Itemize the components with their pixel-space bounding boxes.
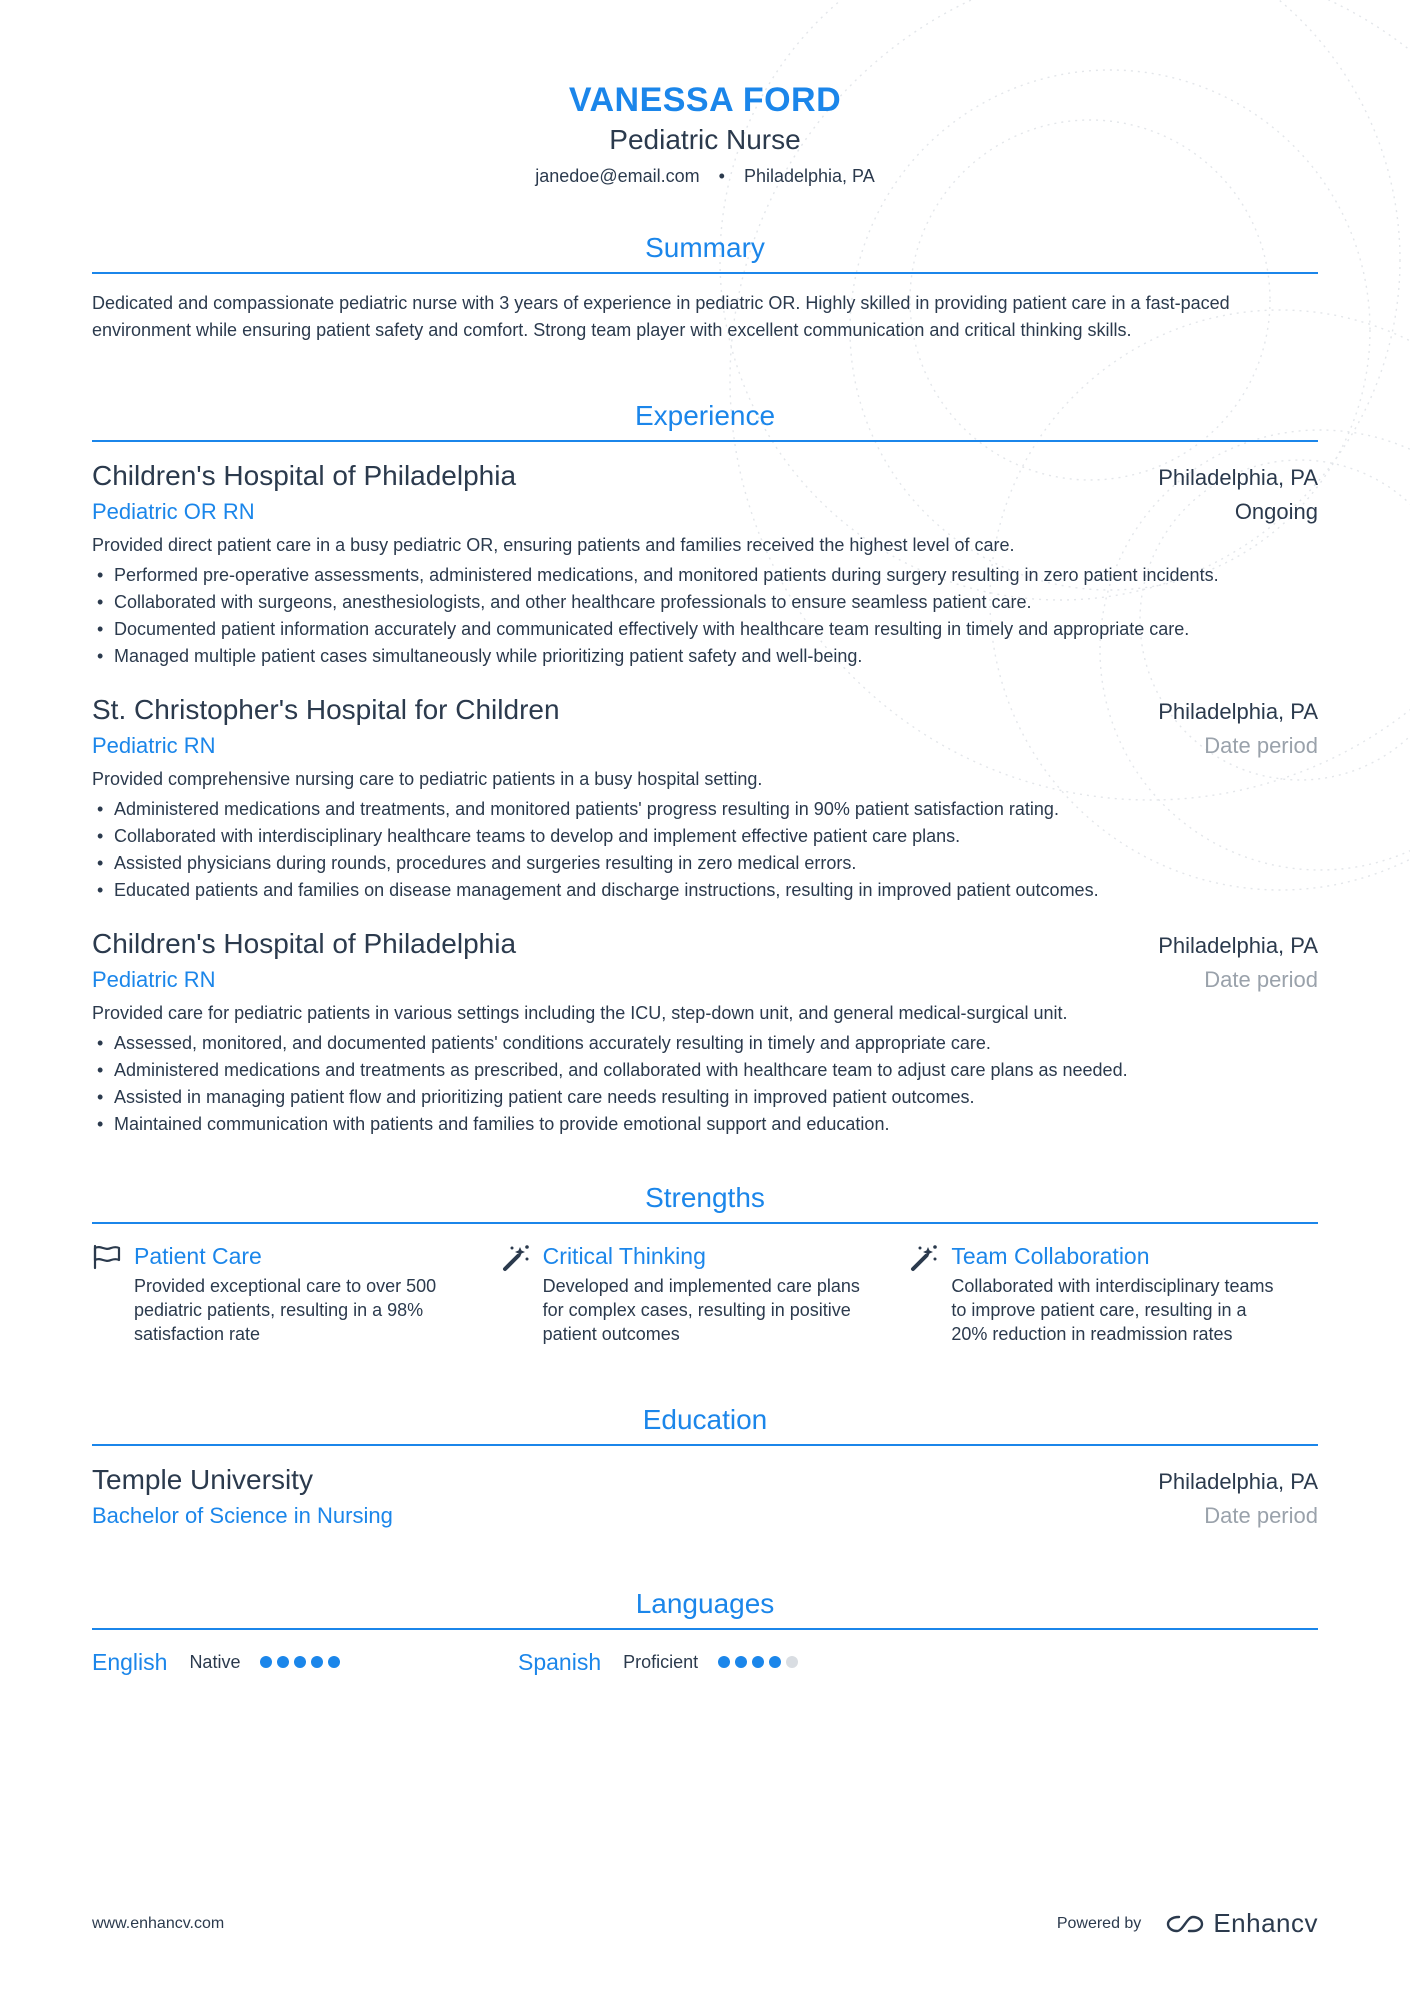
job-bullet: • Performed pre-operative assessments, administered medications, and monitored patients during surgery resulting in zero patient incidents. bbox=[92, 562, 1318, 589]
summary-text: Dedicated and compassionate pediatric nurse with 3 years of experience in pediatric OR. Highly skilled in providing patient care in a fast-paced environment while ensuring patient safety and comfort. Strong team player with excellent communication and critical thinking skills. bbox=[92, 293, 1230, 340]
strength-item bbox=[909, 1240, 1318, 1346]
job-bullet: • Collaborated with surgeons, anesthesiologists, and other healthcare professionals to ensure seamless patient care. bbox=[92, 589, 1318, 616]
job-bullet: • Maintained communication with patients and families to provide emotional support and education. bbox=[92, 1111, 1318, 1138]
strength-item bbox=[92, 1240, 501, 1346]
job-bullets bbox=[92, 1030, 1318, 1138]
strengths-heading: Strengths bbox=[92, 1180, 1318, 1224]
powered-by bbox=[1057, 1908, 1318, 1939]
rating-dot-filled bbox=[294, 1656, 306, 1668]
candidate-title: Pediatric Nurse bbox=[609, 124, 801, 155]
languages-heading: Languages bbox=[92, 1586, 1318, 1630]
rating-dot-filled bbox=[311, 1656, 323, 1668]
education-location: Philadelphia, PA bbox=[1158, 1469, 1318, 1494]
language-name: Spanish bbox=[518, 1649, 602, 1675]
page-footer bbox=[92, 1908, 1318, 1939]
strength-title: Team Collaboration bbox=[951, 1243, 1150, 1269]
job-bullet: • Assessed, monitored, and documented patients' conditions accurately resulting in timely and appropriate care. bbox=[92, 1030, 1318, 1057]
job-company: St. Christopher's Hospital for Children bbox=[92, 694, 560, 725]
job-description: Provided care for pediatric patients in various settings including the ICU, step-down unit, and general medical-surgical unit. bbox=[92, 1003, 1068, 1023]
job-company: Children's Hospital of Philadelphia bbox=[92, 460, 517, 491]
job-date: Date period bbox=[1204, 967, 1318, 992]
rating-dot-filled bbox=[260, 1656, 272, 1668]
rating-dot-filled bbox=[735, 1656, 747, 1668]
job-location: Philadelphia, PA bbox=[1158, 699, 1318, 724]
languages-list bbox=[92, 1646, 1318, 1678]
job-bullet: • Collaborated with interdisciplinary healthcare teams to develop and implement effective patient care plans. bbox=[92, 823, 1318, 850]
strength-item bbox=[501, 1240, 910, 1346]
job-bullets bbox=[92, 796, 1318, 904]
job-bullet: • Assisted physicians during rounds, procedures and surgeries resulting in zero medical errors. bbox=[92, 850, 1318, 877]
job-description: Provided direct patient care in a busy pediatric OR, ensuring patients and families received the highest level of care. bbox=[92, 535, 1015, 555]
language-item bbox=[518, 1646, 944, 1678]
job-location: Philadelphia, PA bbox=[1158, 933, 1318, 958]
job-entry bbox=[92, 692, 1318, 904]
job-company: Children's Hospital of Philadelphia bbox=[92, 928, 517, 959]
job-position: Pediatric RN bbox=[92, 733, 216, 758]
strength-title: Critical Thinking bbox=[542, 1243, 706, 1269]
resume-header bbox=[92, 0, 1318, 188]
email-link[interactable]: janedoe@email.com bbox=[535, 166, 700, 186]
contact-line bbox=[92, 164, 1318, 188]
rating-dot-empty bbox=[786, 1656, 798, 1668]
summary-section bbox=[92, 230, 1318, 344]
candidate-name: VANESSA FORD bbox=[568, 81, 842, 119]
experience-section bbox=[92, 398, 1318, 1138]
education-degree: Bachelor of Science in Nursing bbox=[92, 1503, 393, 1528]
job-bullet: • Administered medications and treatments, and monitored patients' progress resulting in 90% patient satisfaction rating. bbox=[92, 796, 1318, 823]
strength-description: Collaborated with interdisciplinary teams to improve patient care, resulting in a 20% reduction in readmission rates bbox=[951, 1276, 1274, 1344]
footer-url-link[interactable]: www.enhancv.com bbox=[92, 1914, 225, 1932]
rating-dot-filled bbox=[769, 1656, 781, 1668]
job-location: Philadelphia, PA bbox=[1158, 465, 1318, 490]
strengths-grid bbox=[92, 1240, 1318, 1346]
strength-title: Patient Care bbox=[134, 1243, 262, 1269]
job-bullet: • Assisted in managing patient flow and prioritizing patient care needs resulting in improved patient outcomes. bbox=[92, 1084, 1318, 1111]
job-description: Provided comprehensive nursing care to pediatric patients in a busy hospital setting. bbox=[92, 769, 763, 789]
job-bullet: • Educated patients and families on disease management and discharge instructions, resulting in improved patient outcomes. bbox=[92, 877, 1318, 904]
education-section bbox=[92, 1402, 1318, 1532]
resume-page bbox=[92, 0, 1318, 1678]
flag-icon bbox=[92, 1240, 134, 1346]
language-level: Native bbox=[189, 1651, 241, 1672]
strength-description: Provided exceptional care to over 500 pediatric patients, resulting in a 98% satisfaction rate bbox=[134, 1276, 437, 1344]
rating-dot-filled bbox=[718, 1656, 730, 1668]
job-bullet: • Documented patient information accurately and communicated effectively with healthcare team resulting in timely and appropriate care. bbox=[92, 616, 1318, 643]
magic-wand-icon bbox=[501, 1240, 543, 1346]
rating-dot-filled bbox=[277, 1656, 289, 1668]
enhancv-logo-icon bbox=[1165, 1913, 1205, 1935]
strengths-section bbox=[92, 1180, 1318, 1346]
experience-heading: Experience bbox=[92, 398, 1318, 442]
languages-section bbox=[92, 1586, 1318, 1678]
rating-dot-filled bbox=[752, 1656, 764, 1668]
language-rating bbox=[260, 1656, 345, 1668]
rating-dot-filled bbox=[328, 1656, 340, 1668]
education-school: Temple University bbox=[92, 1464, 313, 1495]
job-position: Pediatric RN bbox=[92, 967, 216, 992]
language-name: English bbox=[92, 1649, 168, 1675]
enhancv-brand[interactable]: Enhancv bbox=[1213, 1908, 1318, 1938]
powered-by-label: Powered by bbox=[1056, 1914, 1142, 1932]
job-date: Date period bbox=[1204, 733, 1318, 758]
strength-description: Developed and implemented care plans for complex cases, resulting in positive patient outcomes bbox=[542, 1276, 860, 1344]
job-bullets bbox=[92, 562, 1318, 670]
language-item bbox=[92, 1646, 518, 1678]
location-text: Philadelphia, PA bbox=[743, 166, 875, 186]
job-position: Pediatric OR RN bbox=[92, 499, 255, 524]
language-rating bbox=[718, 1656, 803, 1668]
contact-separator: • bbox=[718, 166, 725, 186]
job-bullet: • Managed multiple patient cases simultaneously while prioritizing patient safety and well-being. bbox=[92, 643, 1318, 670]
job-bullet: • Administered medications and treatments as prescribed, and collaborated with healthcare team to adjust care plans as needed. bbox=[92, 1057, 1318, 1084]
job-entry bbox=[92, 458, 1318, 670]
summary-heading: Summary bbox=[92, 230, 1318, 274]
job-date: Ongoing bbox=[1234, 499, 1318, 524]
language-level: Proficient bbox=[623, 1651, 699, 1672]
job-entry bbox=[92, 926, 1318, 1138]
education-date: Date period bbox=[1204, 1503, 1318, 1528]
education-heading: Education bbox=[92, 1402, 1318, 1446]
magic-wand-icon bbox=[909, 1240, 951, 1346]
